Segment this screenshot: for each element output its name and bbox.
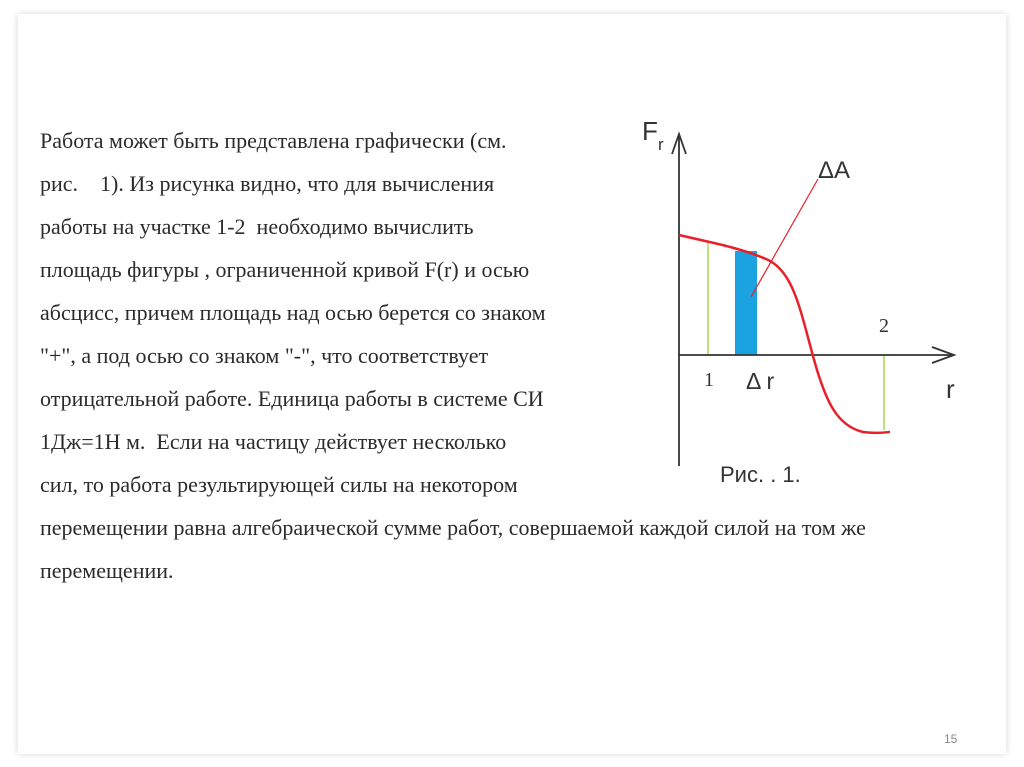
slide [18,14,1006,754]
page-number: 15 [944,732,958,746]
point2-label: 2 [879,315,889,337]
text-line: перемещении. [40,558,174,583]
y-axis-label: F [642,116,658,146]
y-axis-subscript: r [658,135,664,154]
delta-r-label: Δ r [746,368,775,394]
slide-body-text [40,130,990,600]
text-line: работы на участке 1-2 необходимо вычислить [40,214,474,239]
text-line: площадь фигуры , ограниченной кривой F(r) и осью [40,257,530,282]
area-label: ΔA [818,157,851,184]
text-line: сил, то работа результирующей силы на некотором [40,472,518,497]
x-axis-label: r [946,374,955,404]
text-line: Работа может быть представлена графически (см. [40,128,507,153]
text-line: абсцисс, причем площадь над осью берется со знаком [40,300,546,325]
text-line: отрицательной работе. Единица работы в системе СИ [40,386,544,411]
text-line: рис. 1). Из рисунка видно, что для вычисления [40,171,495,196]
figure-caption: Рис. . 1. [720,462,801,487]
text-line: 1Дж=1Н м. Если на частицу действует несколько [40,429,507,454]
point1-label: 1 [704,369,714,391]
text-line: "+", а под осью со знаком "-", что соответствует [40,343,489,368]
text-line: перемещении равна алгебраической сумме работ, совершаемой каждой силой на том же [40,515,866,540]
